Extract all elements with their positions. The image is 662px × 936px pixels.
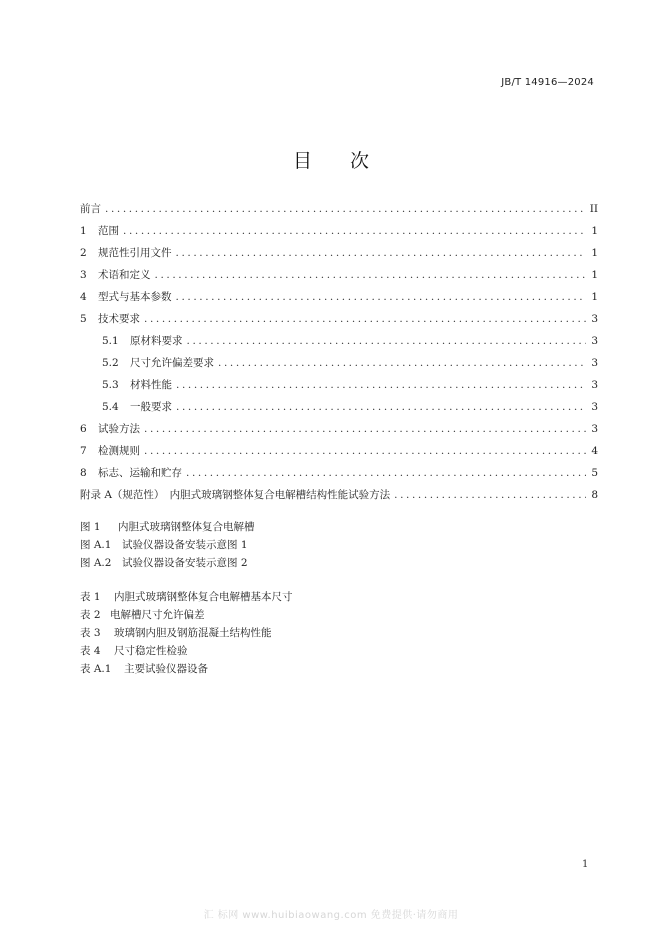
toc-entry-appendix-a[interactable] (80, 484, 598, 506)
toc-leader (144, 418, 586, 440)
figure-number: 图 A.1 (80, 539, 112, 551)
toc-number: 8 (80, 467, 87, 479)
figure-list (80, 518, 255, 572)
toc-number: 5.3 (102, 379, 119, 391)
table-title: 玻璃钢内胆及钢筋混凝土结构性能 (114, 627, 272, 639)
toc-entry-3[interactable] (80, 264, 598, 286)
toc-page: 3 (591, 335, 598, 347)
toc-label: 尺寸允许偏差要求 (130, 357, 214, 369)
figure-entry[interactable] (80, 536, 255, 554)
table-entry[interactable] (80, 624, 293, 642)
toc-page: 3 (591, 313, 598, 325)
table-entry[interactable] (80, 606, 293, 624)
toc-entry-foreword[interactable] (80, 198, 598, 220)
toc-entry-6[interactable] (80, 418, 598, 440)
toc-label: 一般要求 (130, 401, 172, 413)
toc-entry-4[interactable] (80, 286, 598, 308)
table-number: 表 A.1 (80, 663, 112, 675)
table-number: 表 1 (80, 591, 101, 603)
table-entry[interactable] (80, 588, 293, 606)
toc-label: 规范性引用文件 (98, 247, 172, 259)
toc-leader (187, 330, 587, 352)
toc-entry-7[interactable] (80, 440, 598, 462)
toc-page: 3 (591, 423, 598, 435)
figure-title: 内胆式玻璃钢整体复合电解槽 (118, 521, 255, 533)
toc-entry-5-1[interactable] (80, 330, 598, 352)
toc-label: 检测规则 (98, 445, 140, 457)
toc-number: 5.2 (102, 357, 119, 369)
toc-leader (186, 462, 586, 484)
table-entry[interactable] (80, 660, 293, 678)
table-title: 电解槽尺寸允许偏差 (110, 609, 205, 621)
toc-page: 1 (591, 291, 598, 303)
page-number: 1 (582, 859, 589, 870)
standard-code: JB/T 14916—2024 (501, 77, 594, 88)
toc-page: 1 (591, 247, 598, 259)
figure-entry[interactable] (80, 554, 255, 572)
toc-leader (176, 396, 586, 418)
toc-page: 5 (591, 467, 598, 479)
toc-number: 4 (80, 291, 87, 303)
toc-entry-5[interactable] (80, 308, 598, 330)
table-entry[interactable] (80, 642, 293, 660)
table-list (80, 588, 293, 678)
toc-entry-1[interactable] (80, 220, 598, 242)
watermark-text: 汇 标网 www.huibiaowang.com 免费提供·请勿商用 (203, 910, 459, 921)
toc-entry-5-2[interactable] (80, 352, 598, 374)
toc-entry-5-3[interactable] (80, 374, 598, 396)
toc-leader (144, 440, 586, 462)
table-title: 主要试验仪器设备 (124, 663, 208, 675)
toc-leader (144, 308, 586, 330)
toc-label: 型式与基本参数 (98, 291, 172, 303)
toc-page: 4 (591, 445, 598, 457)
table-title: 内胆式玻璃钢整体复合电解槽基本尺寸 (114, 591, 293, 603)
toc-number: 5 (80, 313, 87, 325)
toc-label: 范围 (98, 225, 119, 237)
toc-entry-5-4[interactable] (80, 396, 598, 418)
page-title: 目 次 (292, 150, 369, 172)
toc-leader (155, 264, 587, 286)
toc-number: 5.4 (102, 401, 119, 413)
toc-page: II (589, 203, 598, 215)
table-of-contents (80, 198, 598, 506)
figure-number: 图 A.2 (80, 557, 112, 569)
toc-leader (176, 374, 586, 396)
toc-label: 试验方法 (98, 423, 140, 435)
toc-number: 1 (80, 225, 87, 237)
table-number: 表 2 (80, 609, 101, 621)
table-title: 尺寸稳定性检验 (114, 645, 188, 657)
toc-label: 标志、运输和贮存 (98, 467, 182, 479)
toc-number: 2 (80, 247, 87, 259)
toc-page: 3 (591, 401, 598, 413)
table-number: 表 4 (80, 645, 101, 657)
toc-entry-2[interactable] (80, 242, 598, 264)
toc-number: 6 (80, 423, 87, 435)
toc-number: 3 (80, 269, 87, 281)
toc-label: 前言 (80, 203, 101, 215)
figure-entry[interactable] (80, 518, 255, 536)
toc-leader (176, 286, 587, 308)
toc-label: 术语和定义 (98, 269, 151, 281)
toc-number: 5.1 (102, 335, 119, 347)
toc-leader (176, 242, 587, 264)
toc-label: 技术要求 (98, 313, 140, 325)
toc-number: 7 (80, 445, 87, 457)
figure-number: 图 1 (80, 521, 101, 533)
toc-page: 3 (591, 357, 598, 369)
toc-leader (218, 352, 586, 374)
figure-title: 试验仪器设备安装示意图 2 (122, 557, 248, 569)
toc-label: 原材料要求 (130, 335, 183, 347)
toc-page: 1 (591, 269, 598, 281)
figure-title: 试验仪器设备安装示意图 1 (122, 539, 248, 551)
toc-page: 3 (591, 379, 598, 391)
toc-entry-8[interactable] (80, 462, 598, 484)
toc-leader (394, 484, 586, 506)
table-number: 表 3 (80, 627, 101, 639)
toc-page: 1 (591, 225, 598, 237)
toc-label: 附录 A（规范性） 内胆式玻璃钢整体复合电解槽结构性能试验方法 (80, 489, 391, 501)
toc-label: 材料性能 (130, 379, 172, 391)
toc-page: 8 (591, 489, 598, 501)
toc-leader (105, 198, 586, 220)
toc-leader (123, 220, 586, 242)
